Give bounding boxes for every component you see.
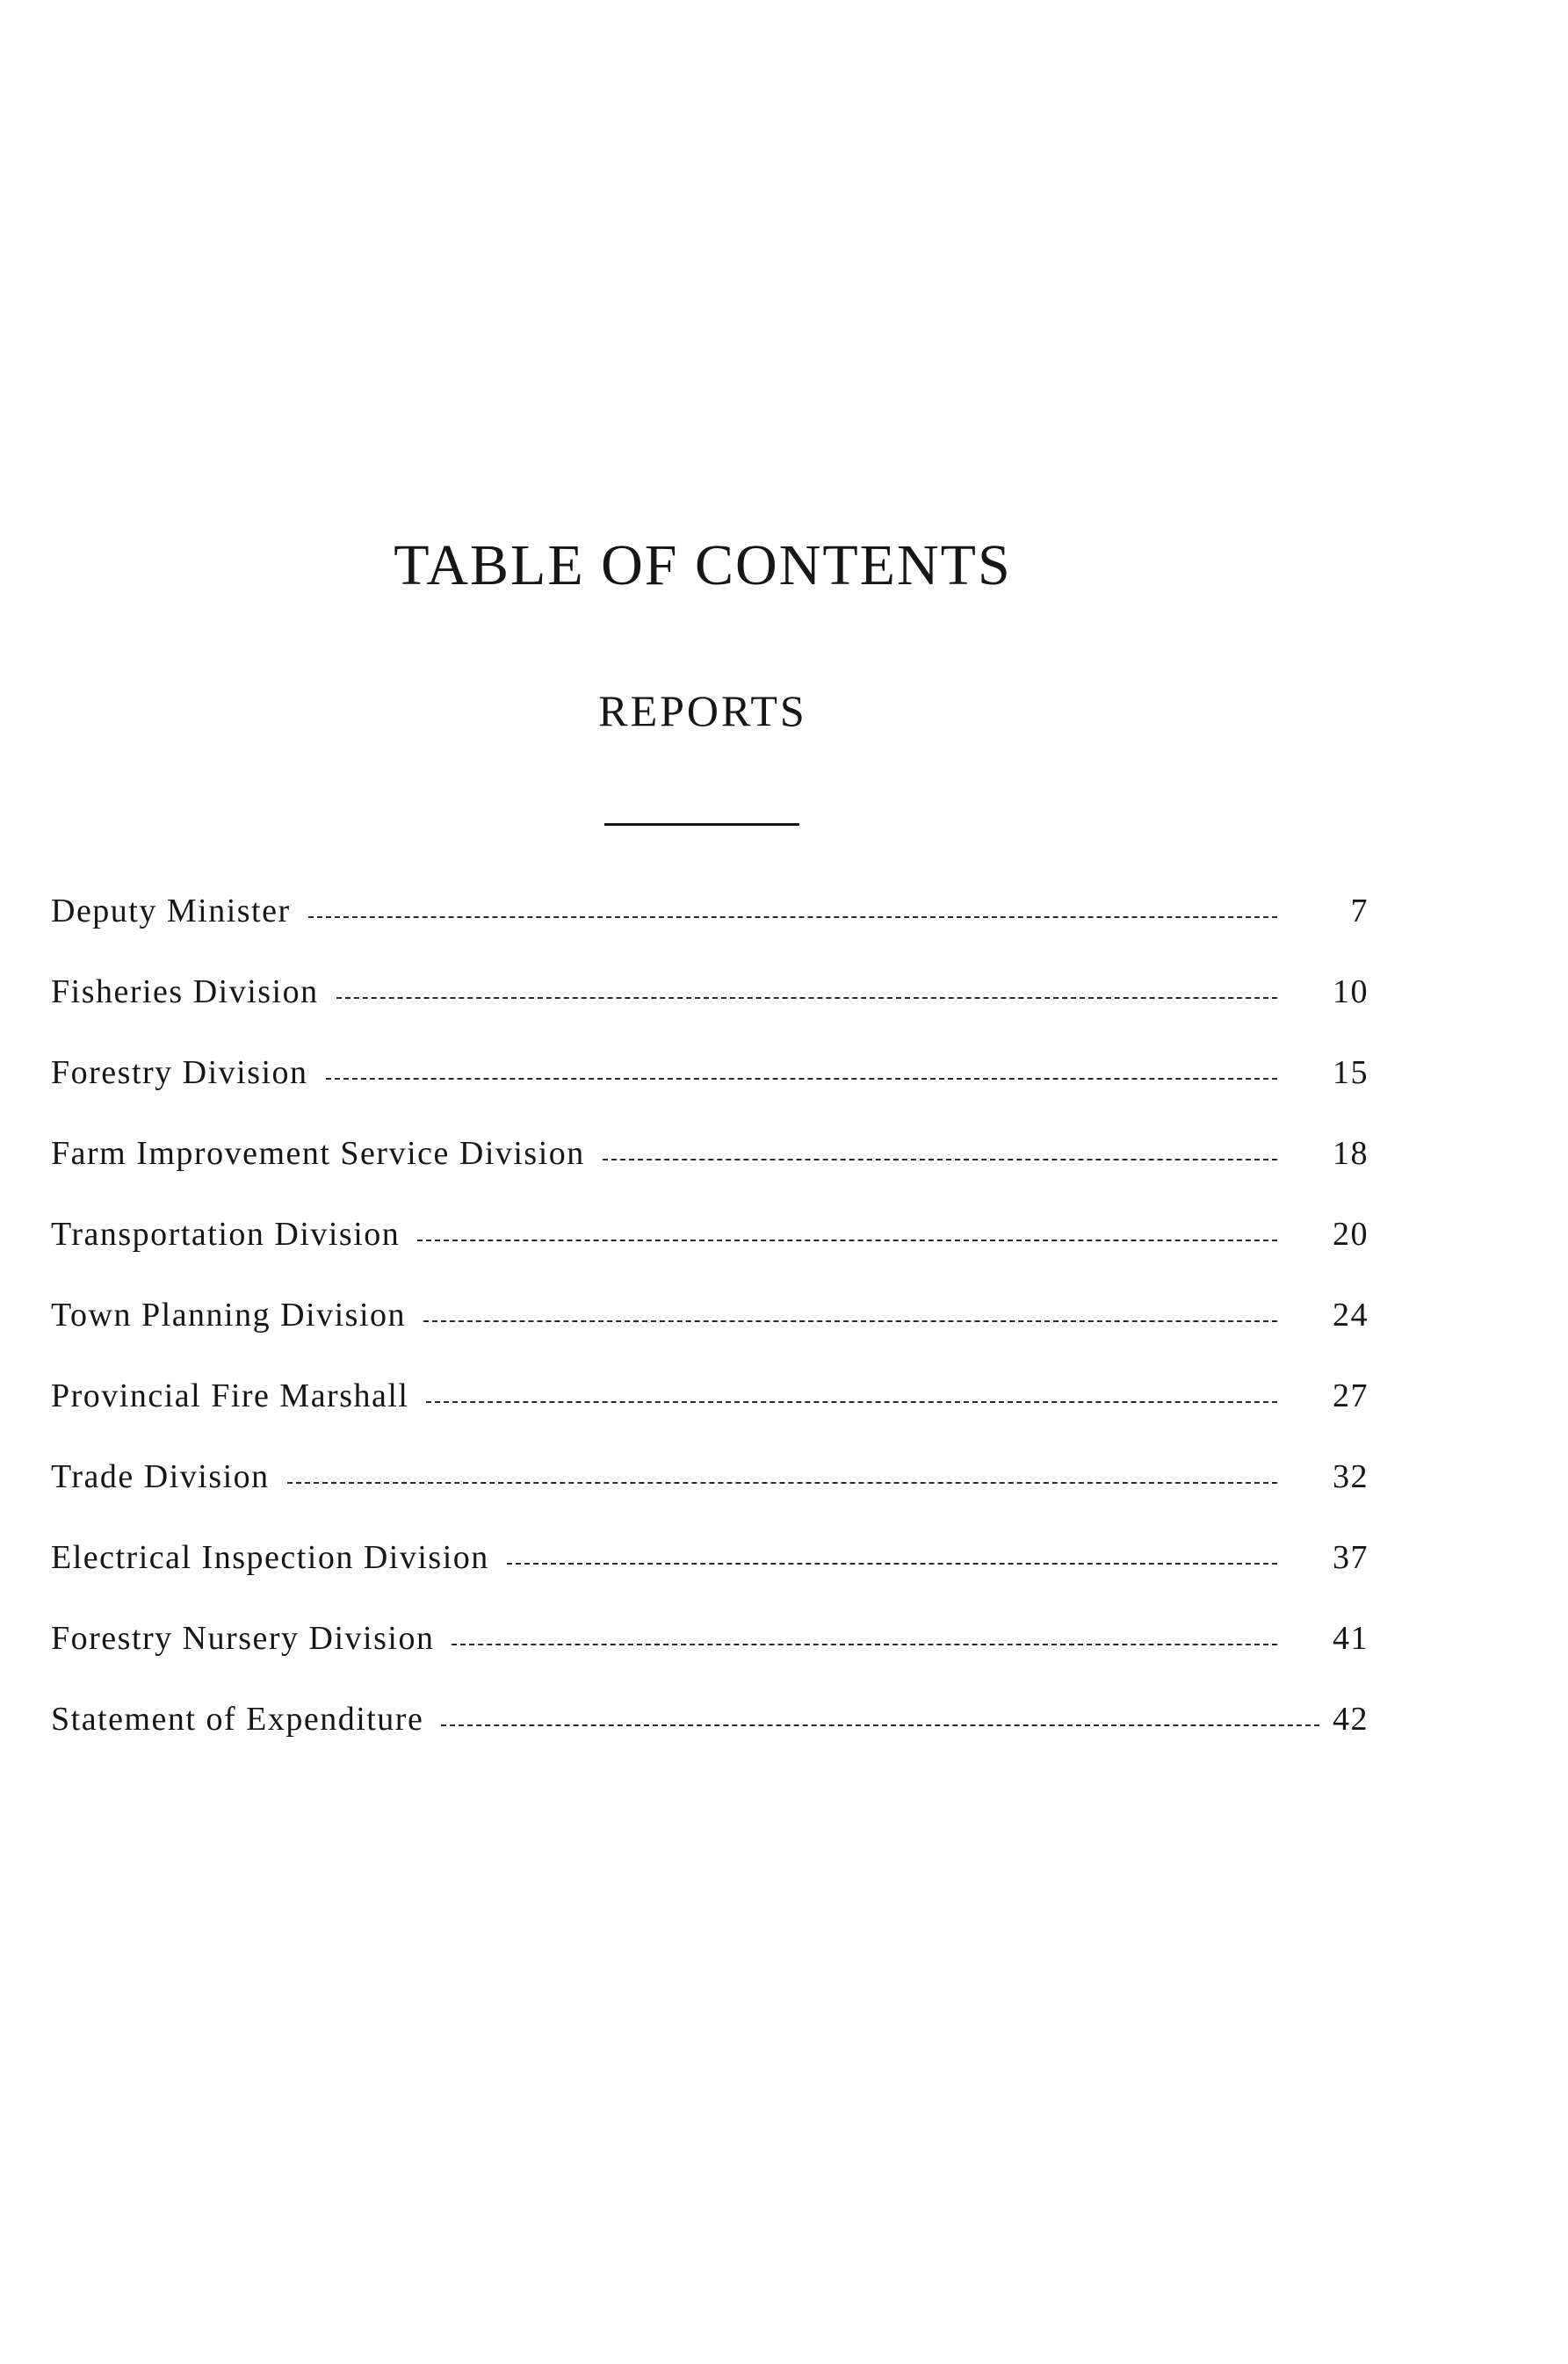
toc-entry-title: Forestry Nursery Division [51, 1620, 435, 1657]
dot-leader [452, 1644, 1277, 1645]
toc-entry-transportation-division [51, 1215, 1369, 1296]
toc-entry-title: Town Planning Division [51, 1297, 407, 1334]
section-subtitle: REPORTS [598, 686, 807, 735]
toc-entry-forestry-nursery-division [51, 1619, 1369, 1700]
toc-page-number: 18 [1333, 1135, 1369, 1172]
toc-page-number: 37 [1333, 1539, 1369, 1576]
title-divider [604, 823, 799, 826]
toc-entry-title: Statement of Expenditure [51, 1701, 424, 1738]
page-title: TABLE OF CONTENTS [394, 533, 1012, 597]
toc-entry-electrical-inspection-division [51, 1538, 1369, 1619]
toc-entry-title: Fisheries Division [51, 973, 319, 1010]
dot-leader [603, 1159, 1277, 1160]
toc-entry-title: Provincial Fire Marshall [51, 1377, 409, 1414]
toc-page-number: 24 [1333, 1297, 1369, 1334]
toc-page-number: 7 [1350, 893, 1369, 929]
toc-entry-farm-improvement-service-division [51, 1134, 1369, 1215]
dot-leader [336, 997, 1277, 999]
toc-entry-trade-division [51, 1457, 1369, 1538]
toc-entry-title: Forestry Division [51, 1054, 308, 1091]
toc-entry-statement-of-expenditure [51, 1700, 1369, 1781]
toc-entry-forestry-division [51, 1053, 1369, 1134]
dot-leader [507, 1563, 1277, 1565]
toc-entry-title: Transportation Division [51, 1216, 401, 1253]
dot-leader [417, 1240, 1277, 1241]
toc-page-number: 15 [1333, 1054, 1369, 1091]
dot-leader [426, 1401, 1277, 1403]
dot-leader [308, 916, 1277, 918]
dot-leader [287, 1482, 1277, 1484]
toc-entry-title: Electrical Inspection Division [51, 1539, 489, 1576]
toc-entry-fisheries-division [51, 972, 1369, 1053]
toc-page-number: 42 [1333, 1701, 1369, 1738]
toc-page-number: 27 [1333, 1377, 1369, 1414]
dot-leader [326, 1078, 1277, 1080]
toc-entry-title: Deputy Minister [51, 893, 291, 929]
dot-leader [423, 1320, 1277, 1322]
dot-leader [441, 1724, 1319, 1726]
toc-page-number: 20 [1333, 1216, 1369, 1253]
toc-page-number: 41 [1333, 1620, 1369, 1657]
toc-entry-title: Farm Improvement Service Division [51, 1135, 585, 1172]
toc-page-number: 32 [1333, 1458, 1369, 1495]
toc-entry-deputy-minister [51, 892, 1369, 972]
toc-entry-provincial-fire-marshall [51, 1377, 1369, 1457]
toc-entry-town-planning-division [51, 1296, 1369, 1377]
table-of-contents [51, 892, 1369, 1781]
toc-entry-title: Trade Division [51, 1458, 270, 1495]
toc-page-number: 10 [1333, 973, 1369, 1010]
